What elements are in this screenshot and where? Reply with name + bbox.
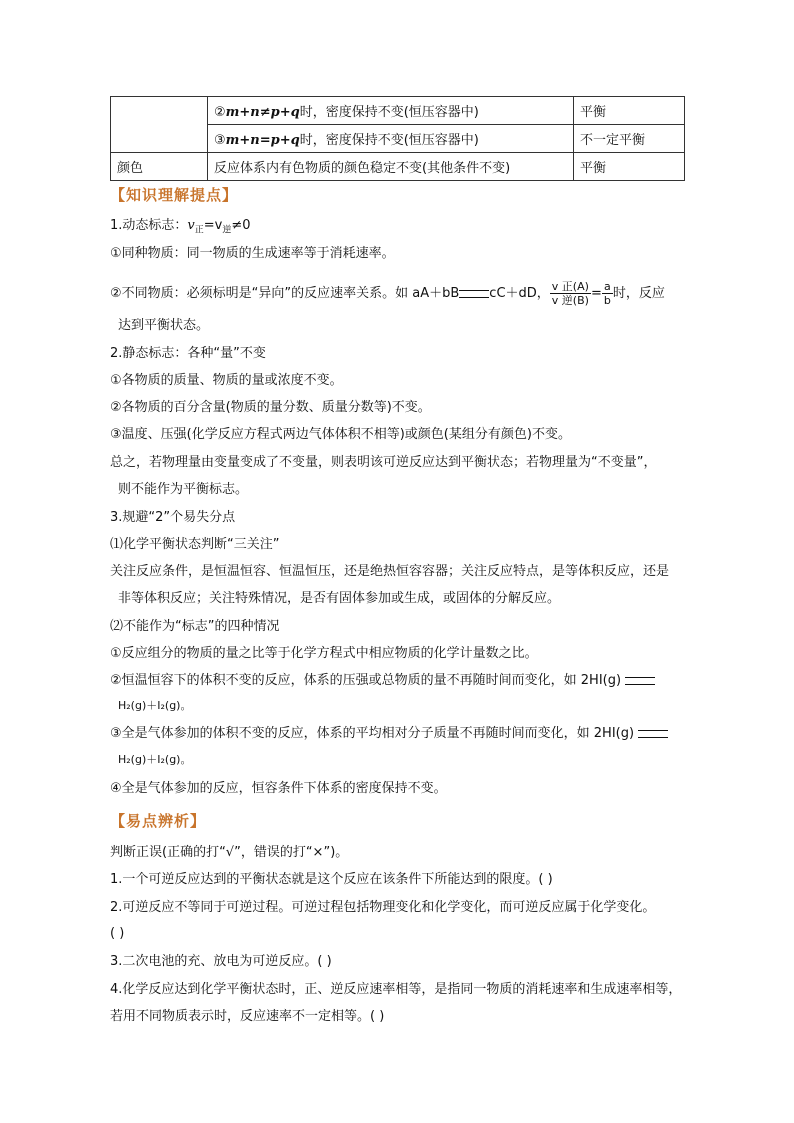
quiz-item: ( )	[110, 926, 125, 941]
paragraph: 达到平衡状态。	[118, 318, 210, 333]
quiz-item: 4.化学反应达到化学平衡状态时，正、逆反应速率相等，是指同一物质的消耗速率和生成速率相等，	[110, 982, 682, 997]
paragraph: 则不能作为平衡标志。	[118, 482, 249, 497]
section-header-knowledge: 【知识理解提点】	[110, 186, 239, 204]
equilibrium-arrow-icon	[638, 730, 668, 738]
coefficient-ratio	[602, 280, 613, 307]
text: ≠0	[231, 218, 251, 233]
table-row	[111, 97, 685, 125]
text: cC＋dD，	[489, 286, 550, 301]
paragraph: ①反应组分的物质的量之比等于化学方程式中相应物质的化学计量数之比。	[110, 646, 538, 661]
quiz-intro: 判断正误(正确的打“√”，错误的打“×”)。	[110, 845, 349, 860]
static-criteria-title: 2.静态标志：各种“量”不变	[110, 346, 266, 361]
table-cell	[208, 153, 574, 181]
paragraph: ①同种物质：同一物质的生成速率等于消耗速率。	[110, 246, 395, 261]
paragraph: ①各物质的质量、物质的量或浓度不变。	[110, 373, 343, 388]
paragraph: ②各物质的百分含量(物质的量分数、质量分数等)不变。	[110, 400, 431, 415]
table-cell	[208, 97, 574, 125]
text: v 逆(B)	[551, 294, 589, 307]
subheading: ⑵不能作为“标志”的四种情况	[110, 619, 280, 634]
circled-number: ③	[214, 133, 226, 148]
equilibrium-arrow-icon	[625, 677, 655, 685]
paragraph	[110, 671, 655, 691]
cell-text: 时，密度保持不变(恒压容器中)	[299, 105, 479, 120]
text: ②恒温恒容下的体积不变的反应，体系的压强或总物质的量不再随时间而变化，如 2HI(g)	[110, 673, 622, 688]
quiz-item: 若用不同物质表示时，反应速率不一定相等。( )	[110, 1009, 385, 1024]
text: 1.动态标志：	[110, 218, 188, 233]
dynamic-criteria-title	[110, 216, 251, 241]
quiz-item: 1.一个可逆反应达到的平衡状态就是这个反应在该条件下所能达到的限度。( )	[110, 872, 553, 887]
table-cell: 不一定平衡	[574, 125, 685, 153]
text: ②不同物质：必须标明是“异向”的反应速率关系。如 aA＋bB	[110, 286, 460, 301]
pitfalls-title: 3.规避“2”个易失分点	[110, 510, 236, 525]
circled-number: ②	[214, 105, 226, 120]
text: 正	[194, 225, 204, 236]
paragraph	[110, 724, 668, 744]
table-cell: 平衡	[574, 153, 685, 181]
rate-ratio	[550, 280, 591, 307]
text: =v	[203, 218, 223, 233]
formula: m+n=p+q	[225, 133, 300, 148]
table-row	[111, 153, 685, 181]
paragraph: 总之，若物理量由变量变成了不变量，则表明该可逆反应达到平衡状态；若物理量为“不变量”，	[110, 455, 657, 470]
formula: m+n≠p+q	[225, 105, 300, 120]
equilibrium-criteria-table	[110, 96, 685, 181]
text: =	[590, 286, 602, 301]
text: v 正(A)	[550, 280, 591, 294]
text: a	[602, 280, 613, 294]
text: v	[187, 218, 195, 233]
table-cell	[111, 97, 208, 153]
quiz-item: 3.二次电池的充、放电为可逆反应。( )	[110, 954, 332, 969]
cell-text: 反应体系内有色物质的颜色稳定不变(其他条件不变)	[214, 161, 511, 176]
quiz-item: 2.可逆反应不等同于可逆过程。可逆过程包括物理变化和化学变化，而可逆反应属于化学变化。	[110, 900, 656, 915]
paragraph	[110, 280, 665, 307]
paragraph: 非等体积反应；关注特殊情况，是否有固体参加或生成，或固体的分解反应。	[118, 591, 561, 606]
cell-text: 时，密度保持不变(恒压容器中)	[299, 133, 479, 148]
paragraph: ③温度、压强(化学反应方程式两边气体体积不相等)或颜色(某组分有颜色)不变。	[110, 427, 571, 442]
paragraph: H₂(g)＋I₂(g)。	[118, 753, 192, 766]
text: 时，反应	[612, 286, 665, 301]
text: 逆	[222, 225, 232, 236]
table-cell: 平衡	[574, 97, 685, 125]
paragraph: H₂(g)＋I₂(g)。	[118, 699, 192, 712]
paragraph: 关注反应条件，是恒温恒容、恒温恒压，还是绝热恒容容器；关注反应特点，是等体积反应，还是	[110, 564, 670, 579]
section-header-analysis: 【易点辨析】	[110, 812, 207, 830]
text: ③全是气体参加的体积不变的反应，体系的平均相对分子质量不再随时间而变化，如 2HI(g)	[110, 726, 635, 741]
paragraph: ④全是气体参加的反应，恒容条件下体系的密度保持不变。	[110, 781, 447, 796]
equilibrium-arrow-icon	[459, 290, 489, 298]
table-cell: 颜色	[111, 153, 208, 181]
text: b	[603, 294, 611, 307]
table-cell	[208, 125, 574, 153]
subheading: ⑴化学平衡状态判断“三关注”	[110, 537, 280, 552]
